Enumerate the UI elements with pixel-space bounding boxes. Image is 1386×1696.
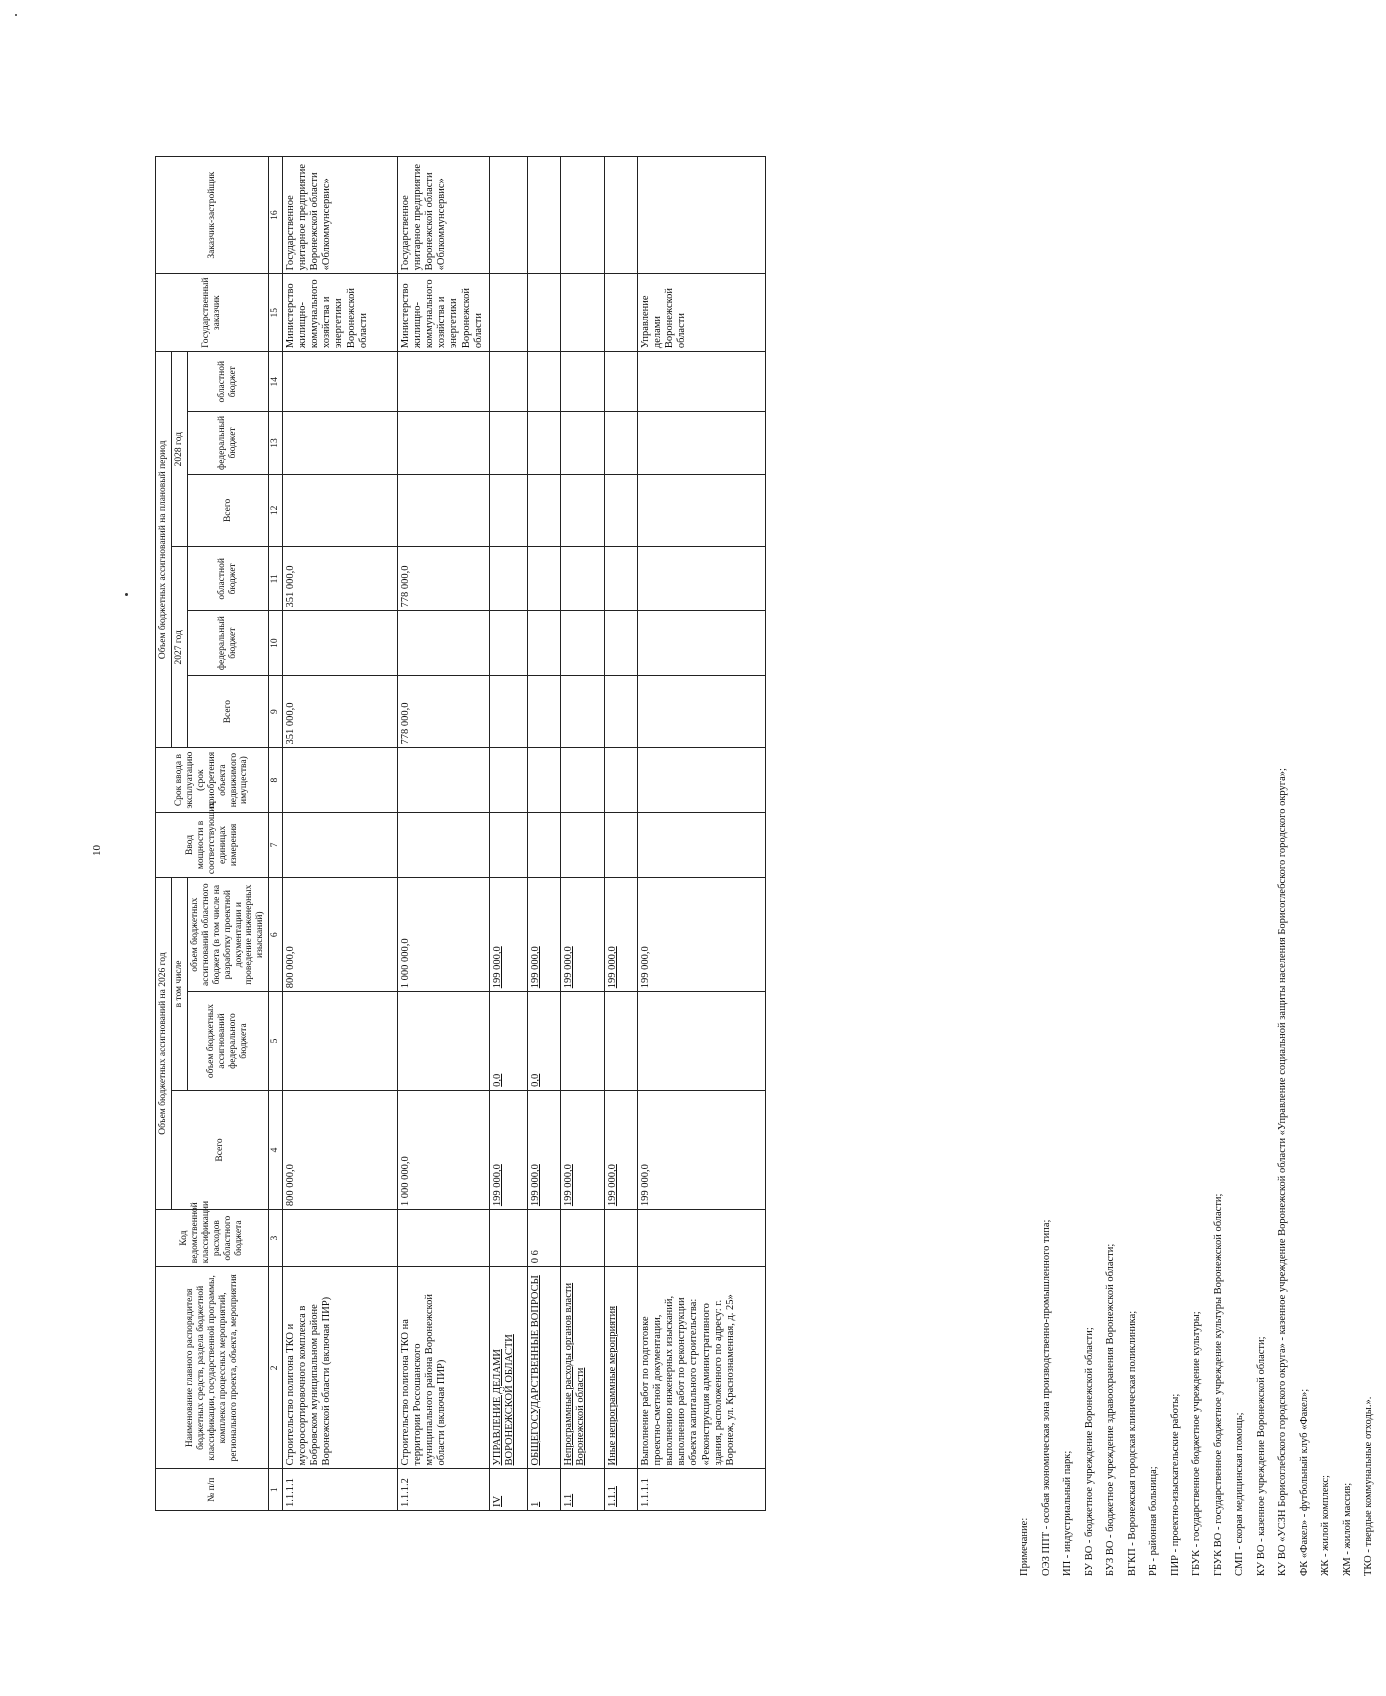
header-code: Код ведомственной классификации расходов областного бюджета: [156, 1210, 269, 1267]
column-number: 11: [269, 547, 283, 611]
column-number: 4: [269, 1090, 283, 1209]
developer: [561, 157, 605, 274]
regional-2026: 199 000,0: [490, 878, 528, 992]
row-code: [398, 1210, 490, 1267]
regional-2028: [528, 352, 561, 412]
row-name: УПРАВЛЕНИЕ ДЕЛАМИ ВОРОНЕЖСКОЙ ОБЛАСТИ: [490, 1267, 528, 1469]
capacity: [561, 812, 605, 877]
total-2027: [490, 675, 528, 748]
total-2028: [638, 474, 766, 547]
header-2027: 2027 год: [171, 547, 187, 748]
note-item: КУ ВО «УСЗН Борисоглебского городского округа» - казенное учреждение Воронежской области «Управление социальной защиты населения Борисоглебского городского округа»;: [1277, 768, 1288, 1576]
notes: [1020, 76, 1386, 1576]
regional-2027: [490, 547, 528, 611]
total-2026: 199 000,0: [490, 1090, 528, 1209]
row-code: [283, 1210, 398, 1267]
header-federal-2028: федеральный бюджет: [187, 412, 268, 474]
regional-2027: 351 000,0: [283, 547, 398, 611]
total-2028: [398, 474, 490, 547]
regional-2027: [561, 547, 605, 611]
row-number: 1.1.1.1: [638, 1469, 766, 1511]
header-name: Наименование главного распорядителя бюджетных средств, раздела бюджетной классификации, государственной программы, комплекса процессных мероприятий, регионального проекта, объекта, мероприятия: [156, 1267, 269, 1469]
header-plan: Объем бюджетных ассигнований на плановый период: [156, 352, 172, 748]
column-number: 5: [269, 992, 283, 1091]
regional-2028: [638, 352, 766, 412]
header-all-2028: Всего: [187, 474, 268, 547]
federal-2027: [638, 611, 766, 675]
total-2026: 199 000,0: [561, 1090, 605, 1209]
column-number: 8: [269, 748, 283, 812]
total-2027: [561, 675, 605, 748]
note-item: ВГКП - Воронежская городская клиническая поликлиника;: [1126, 1310, 1138, 1576]
total-2028: [528, 474, 561, 547]
column-number: 6: [269, 878, 283, 992]
federal-2026: [398, 992, 490, 1091]
column-number: 16: [269, 157, 283, 274]
row-name: Выполнение работ по подготовке проектно-сметной документации, выполнению инженерных изысканий, выполнению работ по реконструкции объекта капитального строительства: «Реконструкция административного здания, расположенного по адресу: г. Воронеж, ул. Краснознаменная, д. 25»: [638, 1267, 766, 1469]
column-number-row: [269, 157, 283, 1511]
note-item: БУЗ ВО - бюджетное учреждение здравоохранения Воронежской области;: [1105, 1243, 1116, 1576]
budget-table: [155, 156, 766, 1511]
note-item: ПИР - проектно-изыскательские работы;: [1169, 1393, 1181, 1576]
federal-2027: [605, 611, 638, 675]
developer: [605, 157, 638, 274]
federal-2028: [638, 412, 766, 474]
commission-term: [490, 748, 528, 812]
row-name: Иные непрограммные мероприятия: [605, 1267, 638, 1469]
column-number: 15: [269, 274, 283, 352]
header-commission: Срок ввода в эксплуатацию (срок приобретения объекта недвижимого имущества): [156, 748, 269, 812]
regional-2026: 199 000,0: [561, 878, 605, 992]
note-item: ЖК - жилой комплекс;: [1320, 1475, 1331, 1576]
capacity: [283, 812, 398, 877]
federal-2027: [490, 611, 528, 675]
state-customer: [561, 274, 605, 352]
state-customer: Министерство жилищно-коммунального хозяйства и энергетики Воронежской области: [283, 274, 398, 352]
column-number: 14: [269, 352, 283, 412]
developer: [490, 157, 528, 274]
column-number: 13: [269, 412, 283, 474]
column-number: 12: [269, 474, 283, 547]
total-2026: 1 000 000,0: [398, 1090, 490, 1209]
header-2026: Объем бюджетных ассигнований на 2026 год: [156, 878, 172, 1210]
regional-2028: [490, 352, 528, 412]
header-capacity: Ввод мощности в соответствующих единицах измерения: [156, 812, 269, 877]
federal-2028: [283, 412, 398, 474]
total-2026: 199 000,0: [605, 1090, 638, 1209]
note-item: ГБУК - государственное бюджетное учреждение культуры;: [1191, 1311, 1202, 1576]
note-item: ТКО - твердые коммунальные отходы.».: [1363, 1396, 1374, 1576]
federal-2028: [490, 412, 528, 474]
table-row: [490, 157, 528, 1511]
table-row: [398, 157, 490, 1511]
regional-2028: [605, 352, 638, 412]
commission-term: [528, 748, 561, 812]
row-code: 0 6: [528, 1210, 561, 1267]
column-number: 1: [269, 1469, 283, 1511]
federal-2026: [605, 992, 638, 1091]
total-2028: [283, 474, 398, 547]
total-2027: [605, 675, 638, 748]
commission-term: [398, 748, 490, 812]
row-name: ОБЩЕГОСУДАРСТВЕННЫЕ ВОПРОСЫ: [528, 1267, 561, 1469]
header-regional-2028: областной бюджет: [187, 352, 268, 412]
column-number: 2: [269, 1267, 283, 1469]
header-total-2026: Всего: [171, 1090, 268, 1209]
regional-2026: 199 000,0: [605, 878, 638, 992]
total-2027: 778 000,0: [398, 675, 490, 748]
row-number: 1: [528, 1469, 561, 1511]
header-developer: Заказчик-застройщик: [156, 157, 269, 274]
regional-2028: [561, 352, 605, 412]
federal-2027: [561, 611, 605, 675]
row-code: [605, 1210, 638, 1267]
row-code: [638, 1210, 766, 1267]
total-2026: 199 000,0: [528, 1090, 561, 1209]
federal-2026: [638, 992, 766, 1091]
federal-2026: [561, 992, 605, 1091]
total-2026: 199 000,0: [638, 1090, 766, 1209]
regional-2027: [528, 547, 561, 611]
developer: Государственное унитарное предприятие Воронежской области «Облкоммунсервис»: [398, 157, 490, 274]
federal-2027: [398, 611, 490, 675]
developer: Государственное унитарное предприятие Воронежской области «Облкоммунсервис»: [283, 157, 398, 274]
header-in-that: в том числе: [171, 878, 187, 1091]
note-item: ИП - индустриальный парк;: [1062, 1450, 1073, 1576]
federal-2028: [605, 412, 638, 474]
commission-term: [561, 748, 605, 812]
regional-2027: 778 000,0: [398, 547, 490, 611]
table-row: [561, 157, 605, 1511]
note-item: КУ ВО - казенное учреждение Воронежской области;: [1255, 1336, 1267, 1576]
total-2028: [561, 474, 605, 547]
capacity: [398, 812, 490, 877]
federal-2028: [561, 412, 605, 474]
table-row: [638, 157, 766, 1511]
developer: [638, 157, 766, 274]
row-code: [561, 1210, 605, 1267]
federal-2028: [528, 412, 561, 474]
note-item: РБ - районная больница;: [1148, 1466, 1159, 1576]
table-row: [283, 157, 398, 1511]
header-federal-2026: объем бюджетных ассигнований федерального бюджета: [187, 992, 268, 1091]
header-regional-2026: объем бюджетных ассигнований областного бюджета (в том числе на разработку проектной документации и проведение инженерных изысканий): [187, 878, 268, 992]
row-number: 1.1.1.2: [398, 1469, 490, 1511]
state-customer: [528, 274, 561, 352]
total-2027: 351 000,0: [283, 675, 398, 748]
regional-2026: 199 000,0: [638, 878, 766, 992]
capacity: [528, 812, 561, 877]
total-2027: [638, 675, 766, 748]
commission-term: [638, 748, 766, 812]
header-2028: 2028 год: [171, 352, 187, 547]
note-item: ОЭЗ ППТ - особая экономическая зона производственно-промышленного типа;: [1040, 1219, 1052, 1576]
regional-2027: [605, 547, 638, 611]
capacity: [605, 812, 638, 877]
commission-term: [283, 748, 398, 812]
row-code: [490, 1210, 528, 1267]
header-regional-2027: областной бюджет: [187, 547, 268, 611]
table-row: [528, 157, 561, 1511]
note-item: ГБУК ВО - государственное бюджетное учреждение культуры Воронежской области;: [1212, 1193, 1224, 1576]
commission-term: [605, 748, 638, 812]
column-number: 10: [269, 611, 283, 675]
notes-title: Примечание:: [1019, 1517, 1030, 1576]
note-item: ФК «Факел» - футбольный клуб «Факел»;: [1298, 1388, 1310, 1576]
developer: [528, 157, 561, 274]
column-number: 7: [269, 812, 283, 877]
federal-2027: [528, 611, 561, 675]
column-number: 3: [269, 1210, 283, 1267]
table-row: [605, 157, 638, 1511]
header-no: № п/п: [156, 1469, 269, 1511]
header-federal-2027: федеральный бюджет: [187, 611, 268, 675]
note-item: БУ ВО - бюджетное учреждение Воронежской области;: [1083, 1327, 1095, 1576]
federal-2028: [398, 412, 490, 474]
state-customer: [605, 274, 638, 352]
federal-2026: [283, 992, 398, 1091]
row-number: 1.1.1.1: [283, 1469, 398, 1511]
header-all-2027: Всего: [187, 675, 268, 748]
federal-2026: 0,0: [528, 992, 561, 1091]
state-customer: [490, 274, 528, 352]
regional-2028: [283, 352, 398, 412]
row-name: Строительство полигона ТКО на территории Россошанского муниципального района Воронежской области (включая ПИР): [398, 1267, 490, 1469]
federal-2027: [283, 611, 398, 675]
row-number: 1.1: [561, 1469, 605, 1511]
capacity: [490, 812, 528, 877]
regional-2028: [398, 352, 490, 412]
header-customer: Государственный заказчик: [156, 274, 269, 352]
state-customer: Управление делами Воронежской области: [638, 274, 766, 352]
regional-2026: 800 000,0: [283, 878, 398, 992]
scan-speck: [125, 593, 128, 596]
row-name: Непрограммные расходы органов власти Воронежской области: [561, 1267, 605, 1469]
row-name: Строительство полигона ТКО и мусоросортировочного комплекса в Бобровском муниципальном районе Воронежской области (включая ПИР): [283, 1267, 398, 1469]
row-number: 1.1.1: [605, 1469, 638, 1511]
note-item: ЖМ - жилой массив;: [1341, 1482, 1353, 1576]
row-number: IV: [490, 1469, 528, 1511]
column-number: 9: [269, 675, 283, 748]
regional-2026: 199 000,0: [528, 878, 561, 992]
regional-2027: [638, 547, 766, 611]
total-2026: 800 000,0: [283, 1090, 398, 1209]
total-2028: [490, 474, 528, 547]
capacity: [638, 812, 766, 877]
state-customer: Министерство жилищно-коммунального хозяйства и энергетики Воронежской области: [398, 274, 490, 352]
header-row: [156, 157, 172, 1511]
total-2027: [528, 675, 561, 748]
scan-speck: [15, 14, 17, 16]
total-2028: [605, 474, 638, 547]
regional-2026: 1 000 000,0: [398, 878, 490, 992]
page-number: 10: [91, 845, 103, 856]
federal-2026: 0,0: [490, 992, 528, 1091]
note-item: СМП - скорая медицинская помощь;: [1234, 1412, 1245, 1576]
